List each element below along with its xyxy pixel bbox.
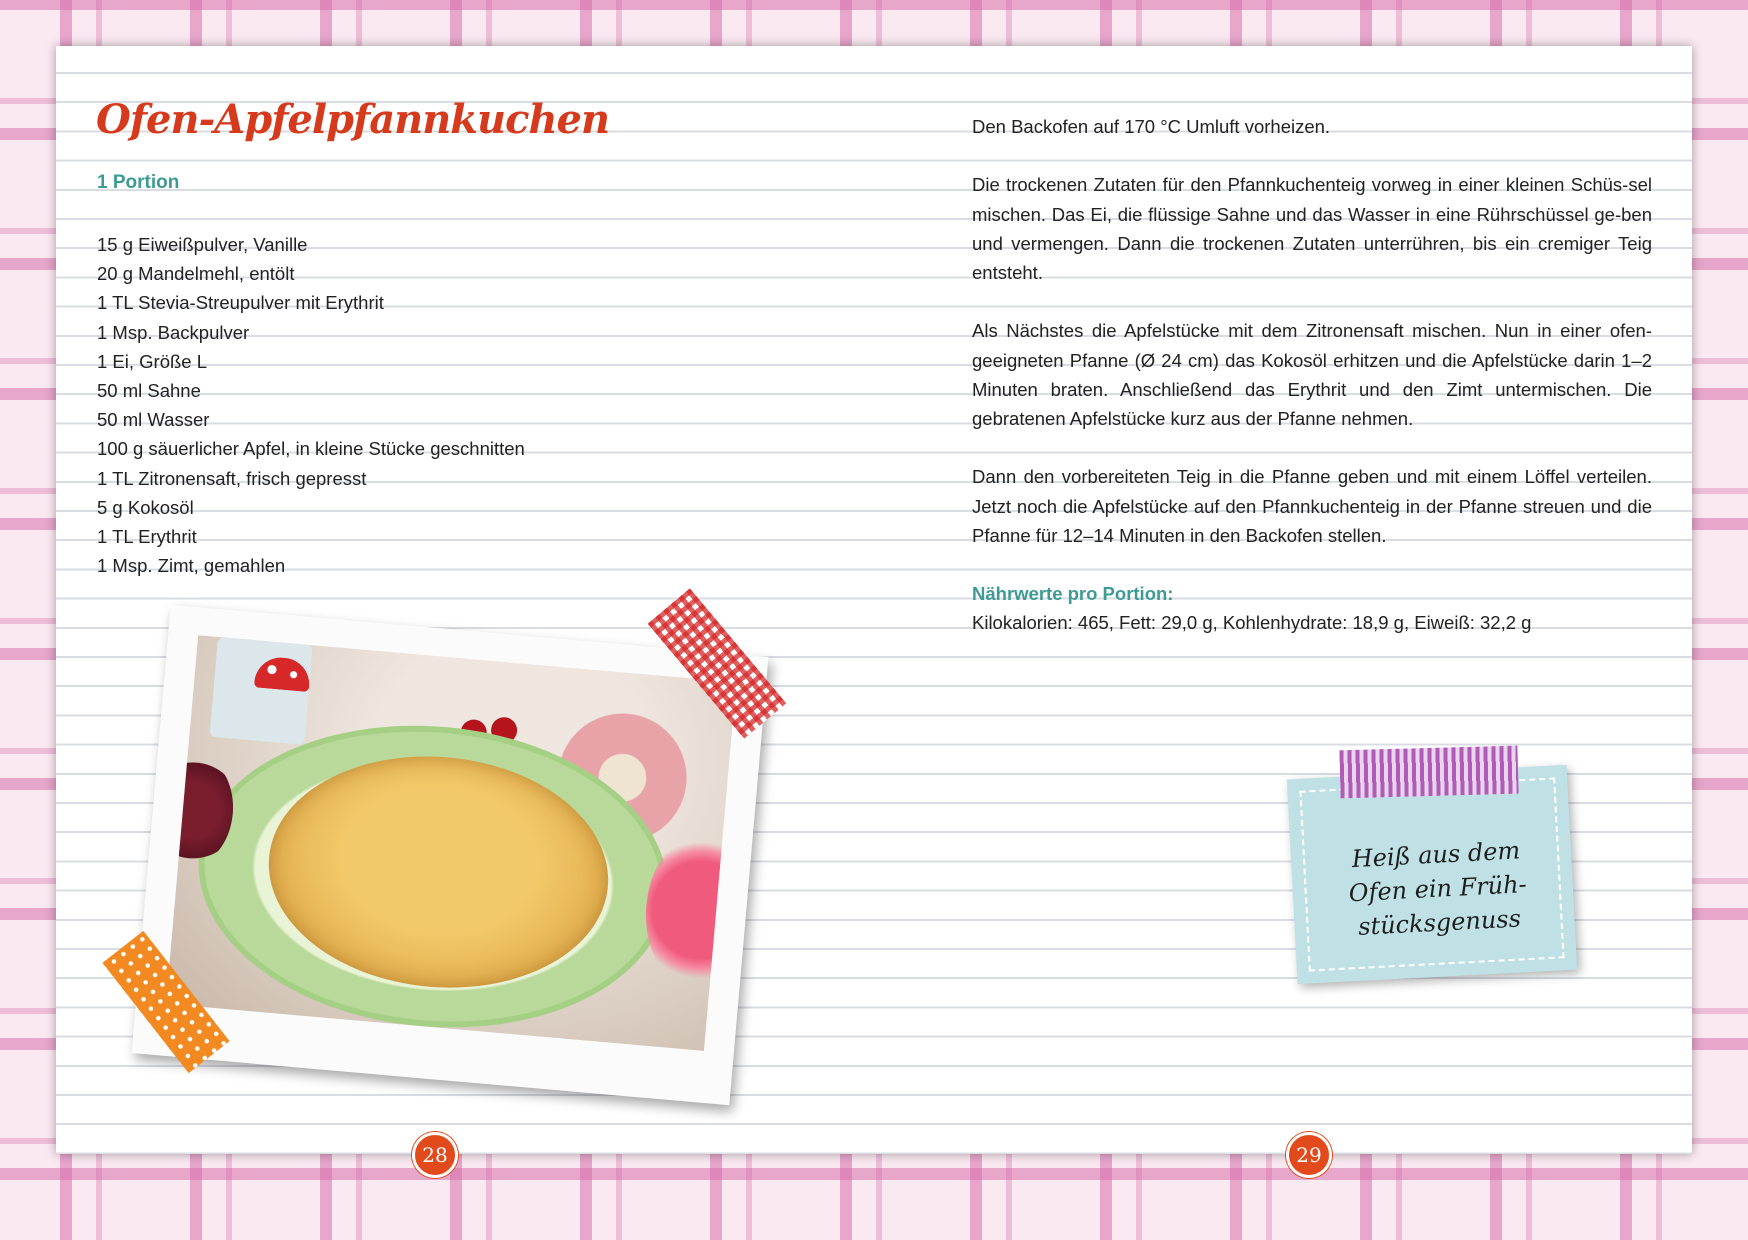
ingredient-item: 100 g säuerlicher Apfel, in kleine Stücke geschnitten <box>97 438 525 460</box>
sticky-note <box>1287 765 1577 984</box>
ingredient-item: 50 ml Wasser <box>97 409 210 431</box>
page-number-right: 29 <box>1286 1132 1332 1178</box>
ingredient-item: 1 TL Zitronensaft, frisch gepresst <box>97 467 367 489</box>
recipe-photo-frame <box>132 605 769 1106</box>
recipe-photo <box>166 635 736 1051</box>
ingredient-item: 1 TL Erythrit <box>97 526 197 548</box>
instructions <box>972 112 1652 638</box>
instruction-step: Die trockenen Zutaten für den Pfannkuchenteig vorweg in einer kleinen Schüs-sel mischen. Das Ei, die flüssige Sahne und das Wasser in eine Rührschüssel ge-ben und vermengen. Dann die trockenen Zutaten unterrühren, bis ein cremiger Teig entsteht. <box>972 174 1652 283</box>
mug-shape <box>209 637 312 745</box>
ingredient-list <box>97 230 525 580</box>
mushroom-icon <box>254 655 312 692</box>
instruction-step: Den Backofen auf 170 °C Umluft vorheizen. <box>972 116 1331 137</box>
ingredient-item: 20 g Mandelmehl, entölt <box>97 263 295 285</box>
ingredient-item: 1 Msp. Zimt, gemahlen <box>97 555 286 577</box>
ingredient-item: 1 Msp. Backpulver <box>97 321 250 343</box>
nutrition-values: Kilokalorien: 465, Fett: 29,0 g, Kohlenhydrate: 18,9 g, Eiweiß: 32,2 g <box>972 612 1532 634</box>
portion-label: 1 Portion <box>97 172 180 193</box>
ingredient-item: 1 Ei, Größe L <box>97 350 208 372</box>
page-number-left: 28 <box>412 1132 458 1178</box>
recipe-title: Ofen-Apfelpfannkuchen <box>96 96 610 143</box>
ingredient-item: 15 g Eiweißpulver, Vanille <box>97 234 308 255</box>
ingredient-item: 1 TL Stevia-Streupulver mit Erythrit <box>97 292 384 314</box>
ingredient-item: 5 g Kokosöl <box>97 496 194 518</box>
instruction-step: Dann den vorbereiteten Teig in die Pfanne geben und mit einem Löffel verteilen. Jetzt noch die Apfelstücke auf den Pfannkuchenteig in der Pfanne streuen und die Pfanne für 12–14 Minuten in den Backofen stellen. <box>972 466 1652 546</box>
instruction-step: Als Nächstes die Apfelstücke mit dem Zitronensaft mischen. Nun in einer ofen-geeigneten Pfanne (Ø 24 cm) das Kokosöl erhitzen und die Apfelstücke darin 1–2 Minuten braten. Anschließend das Erythrit und den Zimt untermischen. Die gebratenen Apfelstücke kurz aus der Pfanne nehmen. <box>972 320 1652 429</box>
washi-tape-purple <box>1339 746 1518 799</box>
nutrition-heading: Nährwerte pro Portion: <box>972 583 1174 605</box>
ingredient-item: 50 ml Sahne <box>97 380 201 402</box>
note-text: Heiß aus dem Ofen ein Früh-stücksgenuss <box>1348 836 1528 941</box>
